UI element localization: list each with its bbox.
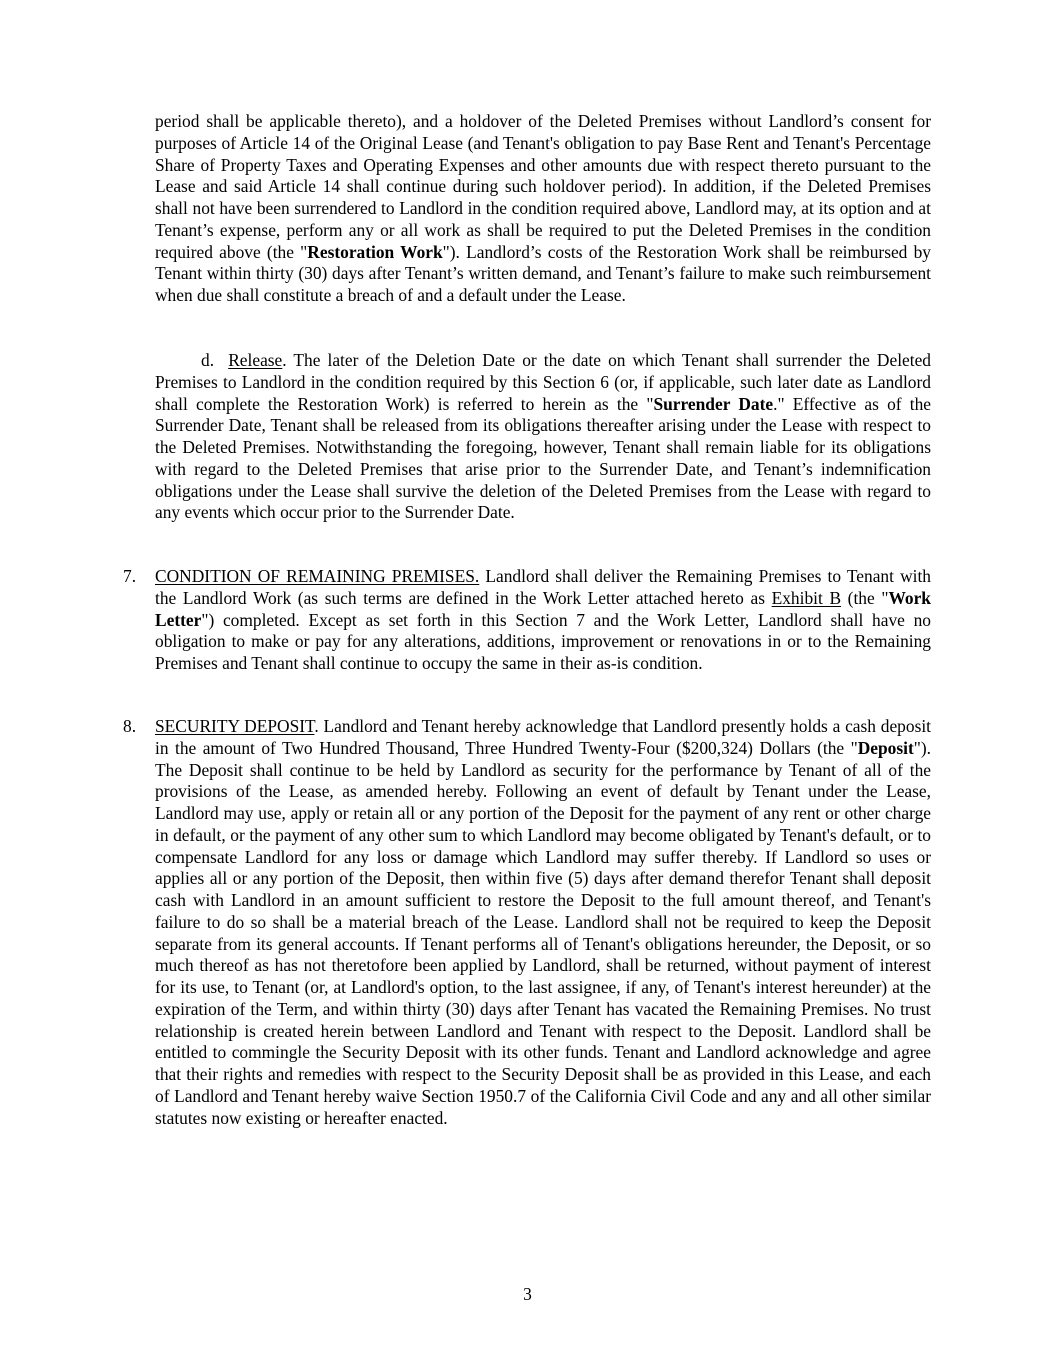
paragraph-text: ." Effective as of the Surrender Date, Tenant shall be released from its obligations thereafter arising under the Lease with respect to the Deleted Premises. Notwithstanding the foregoing, however, Tenant shall remain liable for its obligations with regard to the Deleted Premises that arise prior to the Surrender Date, and Tenant’s indemnification obligations under the Lease shall survive the deletion of the Deleted Premises from the Lease with regard to any events which occur prior to the Surrender Date. — [155, 393, 932, 523]
defined-term-restoration-work: Restoration Work — [307, 241, 443, 262]
section-number: 8. — [123, 716, 137, 736]
paragraph-text: ") completed. Except as set forth in this Section 7 and the Work Letter, Landlord shall have no obligation to make or pay for any alterations, additions, improvement or renovations in or to the Remaining Premises and Tenant shall continue to occupy the same in their as-is condition. — [155, 609, 931, 673]
defined-term-work-letter: Work Letter — [155, 587, 931, 630]
paragraph-text: . The later of the Deletion Date or the date on which Tenant shall surrender the Deleted Premises to Landlord in the condition required by this Section 6 (or, if applicable, such later date as Landlord shall complete the Restoration Work) is referred to herein as the " — [155, 350, 932, 414]
paragraph-text: period shall be applicable thereto), and a holdover of the Deleted Premises without Landlord’s consent for purposes of Article 14 of the Original Lease (and Tenant's obligation to pay Base Rent and Tenant's Percentage Share of Property Taxes and Operating Expenses and other amounts due with respect thereto pursuant to the Lease and said Article 14 shall continue during such holdover period). In addition, if the Deleted Premises shall not have been surrendered to Landlord in the condition required above, Landlord may, at its option and at Tenant’s expense, perform any or all work as shall be required to put the Deleted Premises in the condition required above (the " — [155, 111, 931, 262]
exhibit-reference: Exhibit B — [771, 587, 842, 608]
paragraph-heading: Release — [228, 350, 283, 370]
paragraph-c-continued — [155, 111, 931, 307]
section-heading: CONDITION OF REMAINING PREMISES. — [155, 566, 480, 586]
defined-term-surrender-date: Surrender Date — [653, 393, 774, 414]
section-8-body — [155, 716, 931, 1129]
paragraph-text: Landlord shall deliver the Remaining Premises to Tenant with the Landlord Work (as such terms are defined in the Work Letter attached hereto as — [155, 566, 932, 608]
paragraph-d-release — [155, 350, 931, 524]
paragraph-text: . Landlord and Tenant hereby acknowledge that Landlord presently holds a cash deposit in the amount of Two Hundred Thousand, Three Hundred Twenty-Four ($200,324) Dollars (the " — [155, 716, 932, 758]
section-7-body — [155, 566, 931, 675]
paragraph-label: d. — [201, 350, 215, 370]
paragraph-text: "). The Deposit shall continue to be held by Landlord as security for the performance by Tenant of all of the provisions of the Lease, as amended hereby. Following an event of default by Tenant under the Lease, Landlord may use, apply or retain all or any portion of the Deposit for the payment of any rent or other charge in default, or the payment of any other sum to which Landlord may become obligated by Tenant's default, or to compensate Landlord for any loss or damage which Landlord may suffer thereby. If Landlord so uses or applies all or any portion of the Deposit, then within five (5) days after demand therefor Tenant shall deposit cash with Landlord in an amount sufficient to restore the Deposit to the full amount thereof, and Tenant's failure to do so shall be a material breach of the Lease. Landlord shall not be required to keep the Deposit separate from its general accounts. If Tenant performs all of Tenant's obligations hereunder, the Deposit, or so much thereof as has not theretofore been applied by Landlord, shall be returned, without payment of interest for its use, to Tenant (or, at Landlord's option, to the last assignee, if any, of Tenant's interest hereunder) at the expiration of the Term, and within thirty (30) days after Tenant has vacated the Remaining Premises. No trust relationship is created herein between Landlord and Tenant with respect to the Deposit. Landlord shall be entitled to commingle the Security Deposit with its other funds. Tenant and Landlord acknowledge and agree that their rights and remedies with respect to the Security Deposit shall be as provided in this Lease, and each of Landlord and Tenant hereby waive Section 1950.7 of the California Civil Code and any and all other similar statutes now existing or hereafter enacted. — [155, 737, 931, 1128]
paragraph-text: "). Landlord’s costs of the Restoration Work shall be reimbursed by Tenant within thirty (30) days after Tenant’s written demand, and Tenant’s failure to make such reimbursement when due shall constitute a breach of and a default under the Lease. — [155, 241, 931, 305]
paragraph-text: (the " — [841, 587, 889, 608]
defined-term-deposit: Deposit — [857, 737, 914, 758]
section-number: 7. — [123, 566, 137, 586]
page-number: 3 — [523, 1284, 532, 1304]
section-heading: SECURITY DEPOSIT — [155, 716, 315, 736]
